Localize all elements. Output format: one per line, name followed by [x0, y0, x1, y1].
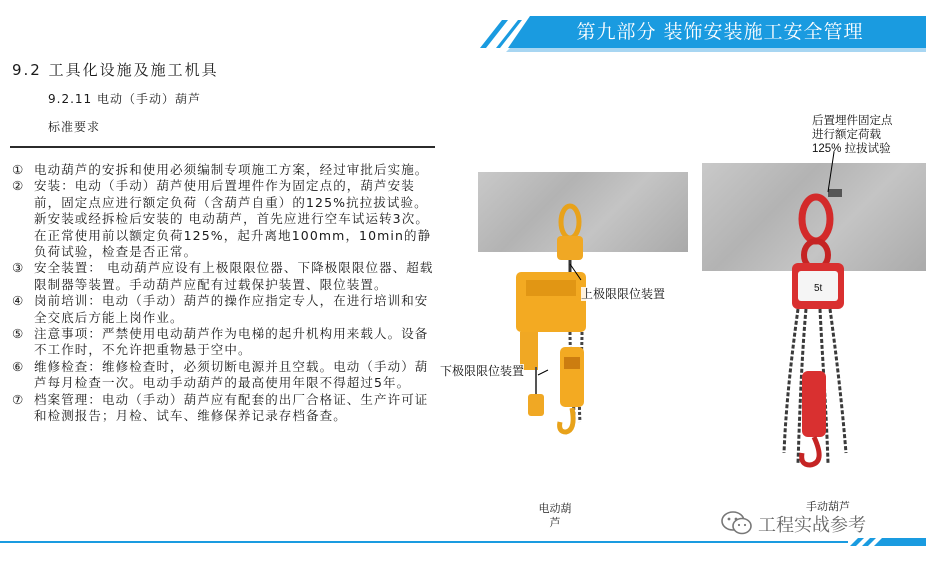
wechat-icon	[720, 510, 754, 536]
item-number: ②	[12, 178, 25, 194]
manual-hoist-illustration	[702, 163, 926, 483]
item-text: 注意事项：严禁使用电动葫芦作为电梯的起升机构用来载人。设备不工作时，不允许把重物悬于空中。	[34, 326, 429, 358]
item-number: ⑤	[12, 326, 25, 342]
footer-line	[0, 538, 926, 548]
list-item	[12, 162, 437, 178]
list-item	[12, 326, 437, 359]
list-item	[12, 293, 437, 326]
item-number: ①	[12, 162, 25, 177]
watermark-text: 工程实战参考	[758, 515, 866, 535]
banner-title: 第九部分 装饰安装施工安全管理	[576, 21, 864, 43]
list-item	[12, 392, 437, 425]
item-text: 安全装置： 电动葫芦应设有上极限限位器、下降极限限位器、超载限制器等装置。手动葫芦应配有过载保护装置、限位装置。	[34, 260, 434, 292]
list-item	[12, 178, 437, 260]
standard-label: 标准要求	[48, 120, 101, 134]
item-number: ⑦	[12, 391, 25, 407]
list-item	[12, 260, 437, 293]
item-text: 档案管理：电动（手动）葫芦应有配套的出厂合格证、生产许可证和检测报告；月检、试车、维修保养记录存档备查。	[34, 391, 429, 424]
manual-hoist-caption-visible: 手动葫芦	[806, 501, 850, 513]
anchor-callout-line	[818, 152, 848, 232]
upper-limit-label: 上极限限位装置	[581, 287, 666, 301]
subsection-heading: 9.2.11 电动（手动）葫芦	[48, 92, 201, 106]
anchor-label: 后置埋件固定点 进行额定荷载 125% 拉拔试验	[812, 115, 893, 155]
lower-limit-label: 下极限限位装置	[440, 364, 525, 378]
electric-hoist-caption: 电动葫 芦	[538, 503, 572, 529]
item-number: ③	[12, 260, 25, 276]
item-text: 岗前培训：电动（手动）葫芦的操作应指定专人，在进行培训和安全交底后方能上岗作业。	[34, 293, 429, 325]
item-text: 安装：电动（手动）葫芦使用后置埋件作为固定点的，葫芦安装前，固定点应进行额定负荷（含葫芦自重）的125%抗拉拔试验。新安装或经拆检后安装的 电动葫芦，首先应进行空车试运转3次。在正常使用前以额定负荷125%，起升离地100mm，10min的静负荷试验，检查是否正常。	[34, 178, 432, 260]
list-item	[12, 359, 437, 392]
section-banner	[470, 12, 926, 52]
capacity-plate: 5t	[814, 283, 823, 294]
item-number: ⑥	[12, 358, 25, 374]
requirements-list	[12, 162, 437, 425]
manual-hoist-photo	[702, 163, 926, 483]
section-heading: 9.2 工具化设施及施工机具	[12, 61, 219, 79]
electric-hoist-photo	[478, 172, 688, 467]
watermark	[718, 510, 918, 538]
callout-lines	[478, 172, 688, 467]
item-text: 维修检查：维修检查时，必须切断电源并且空载。电动（手动）葫芦每月检查一次。电动手动葫芦的最高使用年限不得超过5年。	[34, 358, 429, 391]
item-text: 电动葫芦的安拆和使用必须编制专项施工方案，经过审批后实施。	[34, 162, 429, 177]
heading-divider	[10, 146, 435, 148]
item-number: ④	[12, 293, 25, 309]
